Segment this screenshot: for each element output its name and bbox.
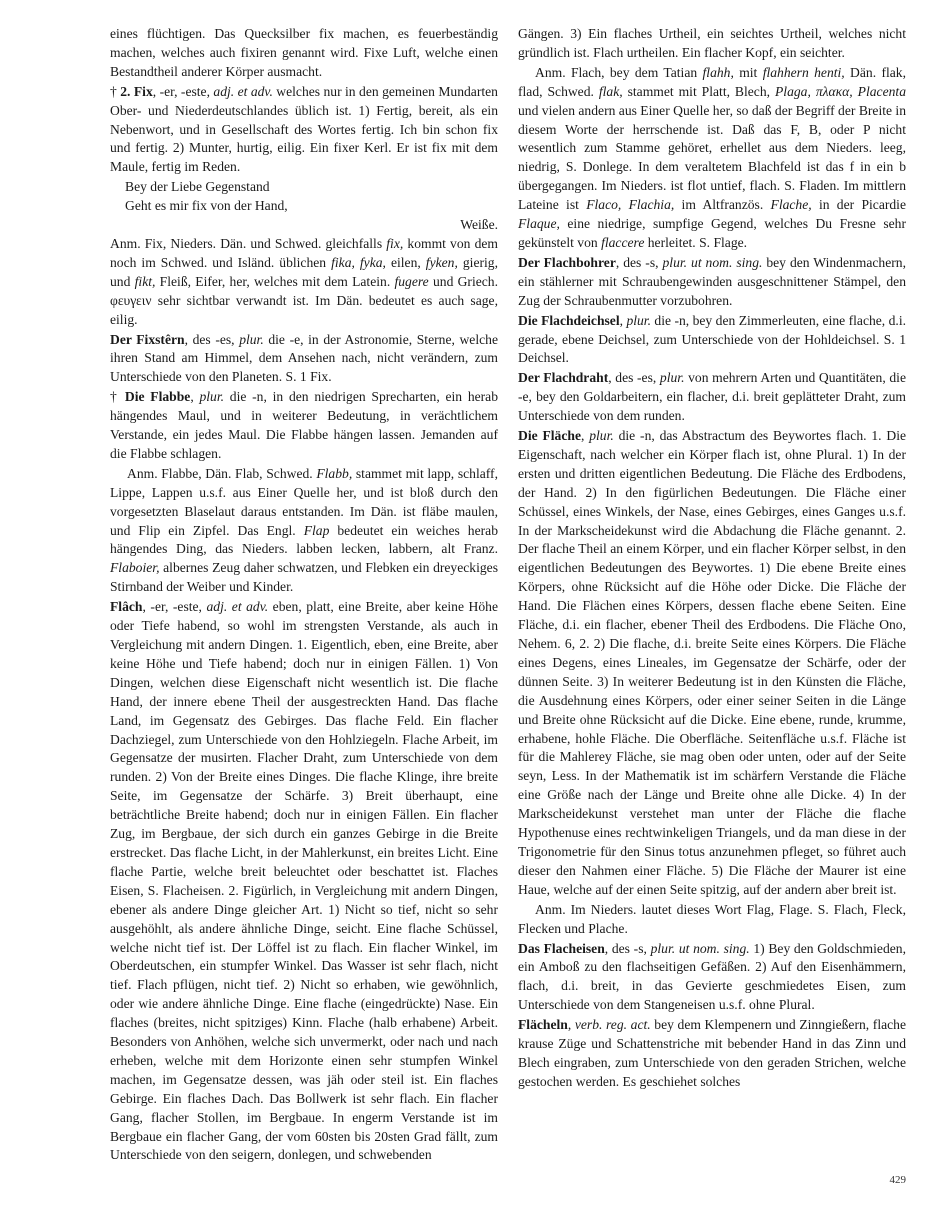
right-column bbox=[518, 25, 906, 1093]
note-fix: Anm. Fix, Nieders. Dän. und Schwed. gleichfalls fix, kommt von dem noch im Schwed. und Isländ. üblichen fika, fyka, eilen, fyken, gierig, und fikt, Fleiß, Eifer, her, welches mit dem Latein. fugere und Griech. φευγειν sehr sichtbar verwandt ist. Im Dän. bedeutet es auch sage, eilig. bbox=[110, 235, 499, 327]
note-flaeche: Anm. Im Nieders. lautet dieses Wort Flag, Flage. S. Flach, Fleck, Flecken und Plache. bbox=[518, 901, 906, 936]
headword: Flachdeichsel bbox=[541, 312, 620, 328]
entry-fixstern: Der Fixstêrn, des -es, plur. die -e, in der Astronomie, Sterne, welche ihren Stand am Himmel, dem Ansehen nach, nicht verändern, zum Unterschiede von den Planeten. S. 1 Fix. bbox=[110, 331, 498, 385]
entry-flachbohrer: Der Flachbohrer, des -s, plur. ut nom. sing. bey den Windenmachern, ein stählerner mit Schraubengewinden ausgeschnittener Stämpel, den Zug der Schraubenmutter vorzubohren. bbox=[518, 254, 906, 308]
entry-flabbe: † Die Flabbe, plur. die -n, in den niedrigen Sprecharten, ein herab hängendes Maul, und in weiterer Bedeutung, in verächtlichem Verstande, ein jedes Maul. Die Flabbe hängen lassen. Jemanden auf die Flabbe schlagen. bbox=[110, 389, 499, 461]
entry-flaeche: Die Fläche, plur. die -n, das Abstractum des Beywortes flach. 1. Die Eigenschaft, nach welcher ein Körper flach ist, ohne Plural. 1) In der ersten und dritten eigentlichen Bedeutung. Die Fläche des Erdbodens, der Hand. 2) In den figürlichen Bedeutungen. Die Fläche einer Schüssel, eines Winkels, der Nase, eines Gebirges, eines Ganges u.s.f. In der Markscheidekunst wird die Abdachung die Fläche genannt. 2. Der flache Theil an einem Körper, und ein flacher Körper selbst, in den eigentlichen Bedeutungen des Beywortes. 1) Die ebene Breite eines Körpers, ohne Rücksicht auf die Höhe oder Dicke. Die Fläche der Hand. Die Flächen eines Körpers, dessen flache ebene Seiten. Eine Fläche, d.i. ein flacher, ebener Theil des Erdbodens. Die Fläche Ono, Nehem. 6, 2. 2) Die flache, d.i. breite Seite eines Körpers. Die Fläche eines Degens, eines Lineales, im Gegensatze der Schärfe, oder der dünnen Seite. 3) In weiterer Bedeutung ist in den Künsten die Fläche, die Ausdehnung eines Körpers, oder einer seiner Seiten in die Länge und Breite ohne Rücksicht auf die Dicke. Eine ebene, runde, krumme, erhabene, hohle Fläche. Die Oberfläche. Seitenfläche u.s.f. Fläche ist für die Mahlerey Fläche, sie mag oben oder unten, oder auf der Seite seyn, Less. In der Mathematik ist im schärfern Verstande die Fläche eine Größe nach der Länge und Breite ohne alle Dicke. 4) In der Markscheidekunst verstehet man unter der Fläche die flache Hypothenuse eines rechtwinkeligen Triangels, und da man diese in der Trigonometrie für den Sinus totus anzunehmen pfleget, so führet auch dieser den Nahmen einer Fläche. 5) Die Fläche der Maurer ist eine Haue, welche auf der einen Seite spitzig, auf der andern aber breit ist. bbox=[518, 428, 907, 897]
verse-line-1: Bey der Liebe Gegenstand bbox=[125, 179, 270, 195]
entry-fix-2: † 2. Fix, -er, -este, adj. et adv. welches nur in den gemeinen Mundarten Ober- und Niederdeutschlandes üblich ist. 1) Fertig, bereit, als ein Nebenwort, und in Gesellschaft des Wortes fertig. Ich bin schon fix und fertig. 2) Munter, hurtig, eilig. Ein fixer Kerl. Er ist fix mit dem Maule, fertig im Reden. bbox=[110, 83, 498, 175]
verse-author: Weiße. bbox=[460, 217, 498, 233]
entry-flach: Flâch, -er, -este, adj. et adv. eben, platt, eine Breite, aber keine Höhe oder Tiefe habend, so wohl im strengsten Verstande, als auch in Vergleichung mit andern Dingen. 1. Eigentlich, eben, eine Breite, aber keine Höhe und Tiefe habend; doch nur in einigen Fällen. 1) Von Dingen, welchen diese Eigenschaft nicht wesentlich ist. Die flache Hand, der innere ebene Theil der ausgestreckten Hand. Das flache Land, im Gegensatz des Gebirges. Das flache Feld. Ein flacher Dachziegel, zum Unterschiede von den Hohlziegeln. Flache Arbeit, im Gegensatze der musirten. Flacher Draht, zum Unterschiede von dem runden. 2) Von der Breite eines Dinges. Die flache Klinge, ihre breite Seite, im Gegensatze der Schärfe. 3) Breit überhaupt, eine beträchtliche Breite habend; doch nur in einigen Fällen. Ein flacher Zug, im Bergbaue, der sich durch ein ganzes Gebirge in die Breite erstrecket. Das flache Licht, in der Mahlerkunst, ein breites Licht. Eine flache Partie, welche breit beleuchtet oder beschattet ist. Flaches Eisen, S. Flacheisen. 2. Figürlich, in Vergleichung mit andern Dingen, ebener als andere Dinge gleicher Art. 1) Nicht so tief, nicht so sehr ausgehöhlt, als andere ähnliche Dinge, seicht. Eine flache Schüssel, welche nicht tief ist. Der Löffel ist zu flach. Ein flacher Winkel, im Oberdeutschen, ein stumpfer Winkel. Das Wasser ist sehr flach, nicht tief. Flach pflügen, nicht tief. 2) Nicht so erhaben, wie gewöhnlich, oder wie andere ähnliche Dinge. Eine flache (eingedrückte) Nase. Ein flaches (breites, nicht spitziges) Kinn. Flache (halb erhabene) Arbeit. Besonders von Anhöhen, welche sich unvermerkt, oder nach und nach erheben, welche mit dem Horizonte einen sehr stumpfen Winkel machen, im Gegensatze dessen, was jäh oder steil ist. Ein flaches Gebirge. Ein flaches Dach. Das Bollwerk ist sehr flach. Ein flacher Gang, flacher Stollen, im Bergbaue. In engerm Verstande ist im Bergbaue ein flacher Gang, der vom 60sten bis 20sten Grad fällt, zum Unterschiede von den seigern, donlegen, und schwebenden bbox=[110, 599, 498, 1163]
headword: Fläche bbox=[542, 428, 581, 444]
entry-flachdeichsel: Die Flachdeichsel, plur. die -n, bey den Zimmerleuten, eine flache, d.i. gerade, ebene Deichsel, zum Unterschiede von der Hohldeichsel. S. 1 Deichsel. bbox=[518, 312, 906, 366]
headword: Die Flabbe bbox=[124, 389, 191, 405]
headword: Flâch bbox=[110, 599, 143, 615]
note-flabbe: Anm. Flabbe, Dän. Flab, Schwed. Flabb, stammet mit lapp, schlaff, Lippe, Lappen u.s.f. aus Einer Quelle her, und ist bloß durch den vorgesetzten Blaselaut daraus entstanden. Im Dän. ist fläbe maulen, und Flip ein Zipfel. Das Engl. Flap bedeutet ein weiches herab hängendes Ding, das Nieders. labben lecken, labbern, alt Franz. Flaboier, albernes Zeug daher schwatzen, und Flebken ein dreyeckiges Stirnband der Weiber und Kinder. bbox=[110, 465, 498, 595]
headword: 2. Fix bbox=[120, 83, 153, 99]
note-flach: Anm. Flach, bey dem Tatian flahh, mit flahhern henti, Dän. flak, flad, Schwed. flak, stammet mit Platt, Blech, Plaga, πλακα, Placenta und vielen andern aus Einer Quelle her, so daß der Begriff der Breite in diesem Worte der herrschende ist. Daß das F, B, oder P nicht wesentlich zum Stamme gehöret, erhellet aus dem Nieders. leeg, niedrig, S. Donlege. In dem veraltetem Blachfeld ist das f in ein b übergegangen. Im Nieders. ist flot untief, flach. S. Fladen. Im mittlern Lateine ist Flaco, Flachia, im Altfranzös. Flache, in der Picardie Flaque, eine niedrige, sumpfige Gegend, welches Du Fresne sehr gekünstelt von flaccere herleitet. S. Flage. bbox=[518, 64, 906, 250]
headword: Fixstêrn bbox=[136, 331, 185, 347]
page-number: 429 bbox=[889, 1174, 906, 1186]
headword: Flachbohrer bbox=[543, 254, 616, 270]
paragraph-flach-continued: Gängen. 3) Ein flaches Urtheil, ein seichtes Urtheil, welches nicht gründlich ist. Flach urtheilen. Ein flacher Kopf, ein seichter. bbox=[518, 26, 906, 60]
entry-flacheisen: Das Flacheisen, des -s, plur. ut nom. sing. 1) Bey den Goldschmieden, ein Amboß zu den flachseitigen Gefäßen. 2) Auf den Eisenhämmern, flach, d.i. breit, in das Gevierte geschmiedetes Eisen, zum Unterschiede von dem Stangeneisen u.s.f. ohne Plural. bbox=[518, 940, 906, 1013]
left-column bbox=[110, 25, 498, 1166]
entry-flaecheln: Flächeln, verb. reg. act. bey dem Klempenern und Zinngießern, flache krause Züge und Schattenstriche mit bebender Hand in das Zinn und Blech eingraben, zum Unterschiede von den geraden Strichen, welche gestochen werden. Es geschiehet solches bbox=[518, 1017, 906, 1089]
entry-flachdraht: Der Flachdraht, des -es, plur. von mehrern Arten und Quantitäten, die -e, bey den Goldarbeitern, ein flacher, d.i. breit geplätteter Draht, zum Unterschiede von dem runden. bbox=[518, 370, 906, 424]
verse-line-2: Geht es mir fix von der Hand, bbox=[125, 198, 288, 214]
headword: Flächeln bbox=[518, 1017, 568, 1033]
headword: Flacheisen bbox=[543, 940, 605, 956]
headword: Flachdraht bbox=[543, 370, 609, 386]
paragraph-fix-continued: eines flüchtigen. Das Quecksilber fix machen, es feuerbeständig machen, welches auch fixiren genannt wird. Fixe Luft, welche einen Bestandtheil anderer Körper ausmacht. bbox=[110, 26, 498, 79]
